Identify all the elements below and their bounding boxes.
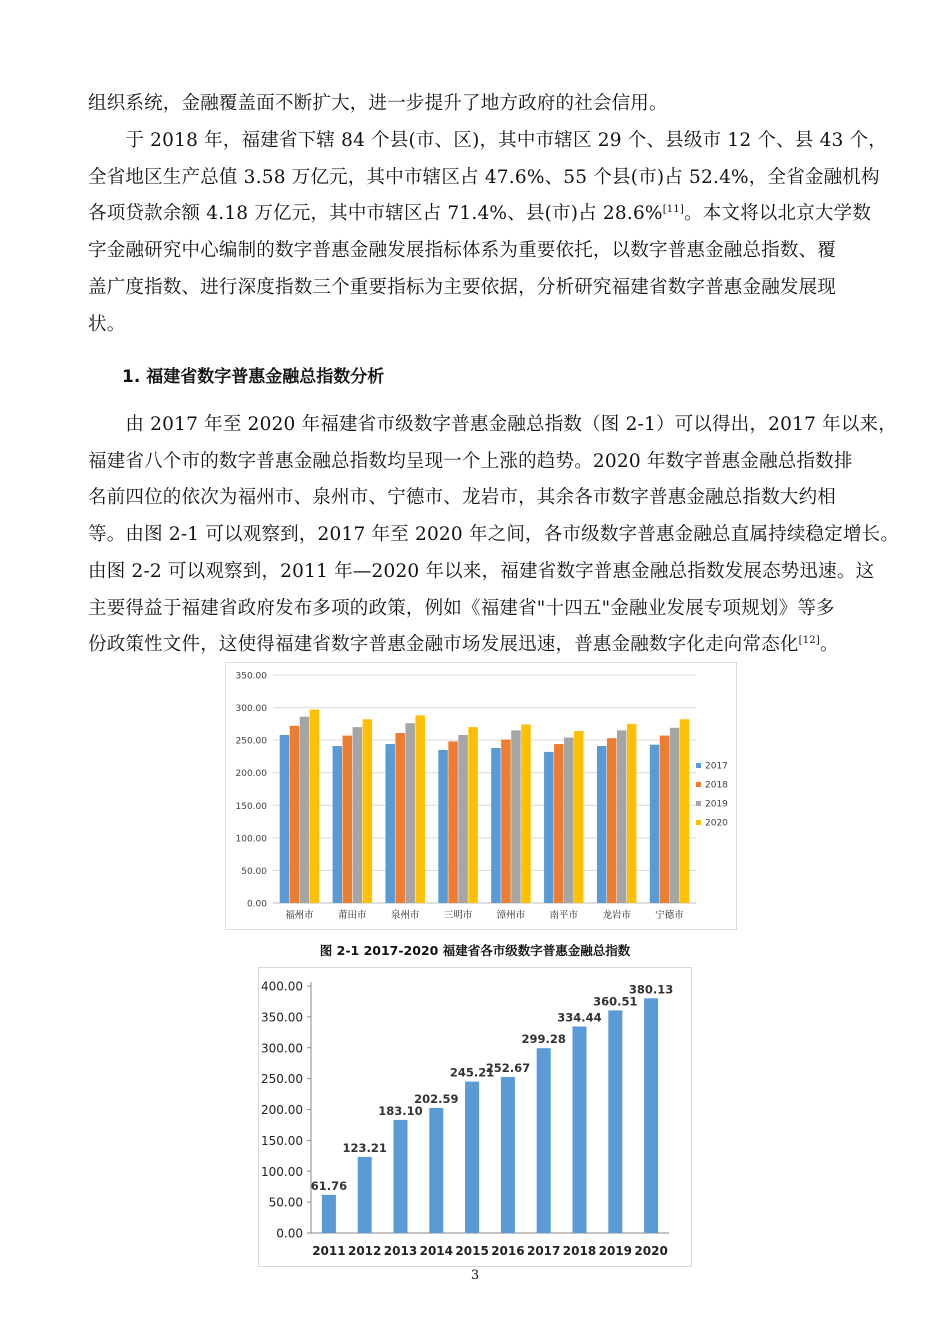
y-tick-label: 50.00 [241,866,267,877]
paragraph-line [88,196,878,233]
y-tick-label: 100.00 [261,1164,303,1179]
citation-ref: [12] [798,635,820,647]
bar-2019 [617,730,627,903]
paragraph-line: 名前四位的依次为福州市、泉州市、宁德市、龙岩市，其余各市数字普惠金融总指数大约相 [88,487,837,509]
x-tick-label: 龙岩市 [602,910,631,921]
y-tick-label: 300.00 [235,704,267,715]
x-tick-label: 2014 [419,1244,454,1258]
paragraph-fujian-overview [88,123,887,343]
bar-2018 [343,736,353,903]
data-label: 360.51 [593,994,638,1009]
x-tick-label: 泉州市 [390,910,420,921]
y-tick-label: 250.00 [235,736,267,747]
bar-2017 [333,746,343,903]
figure-2-2-chart [258,967,692,1267]
y-tick-label: 200.00 [261,1103,303,1117]
bar-2019 [405,723,415,903]
y-tick-label: 250.00 [261,1072,303,1087]
data-label: 252.67 [485,1060,531,1075]
x-tick-label: 2017 [526,1244,561,1258]
bar-chart [259,968,691,1266]
x-tick-label: 2013 [383,1244,418,1258]
bar-2018 [395,733,405,903]
y-tick-label: 350.00 [261,1010,303,1025]
data-label: 123.21 [342,1140,387,1155]
bar-2019 [511,730,521,903]
line-text: 份政策性文件，这使得福建省数字普惠金融市场发展迅速，普惠金融数字化走向常态化 [88,634,799,656]
bar-2018 [554,744,564,903]
x-tick-label: 2011 [312,1244,346,1258]
bar [358,1157,372,1233]
bar-2020 [363,719,373,903]
bar-2017 [280,735,290,903]
bar-2020 [680,719,690,903]
bar-2018 [448,741,458,903]
bar [394,1120,408,1233]
bar-2019 [458,735,468,903]
data-label: 299.28 [521,1032,566,1047]
y-tick-label: 100.00 [235,834,267,845]
data-label: 245.21 [449,1065,495,1080]
y-tick-label: 300.00 [261,1041,303,1056]
bar-2018 [501,739,511,903]
bar [573,1026,587,1233]
bar [429,1108,443,1233]
data-label: 61.76 [310,1178,348,1193]
x-tick-label: 2020 [634,1244,668,1258]
paragraph-line: 由 2017 年至 2020 年福建省市级数字普惠金融总指数（图 2-1）可以得出，2017 年以来， [88,414,897,435]
bar [501,1077,515,1233]
bar-2017 [438,750,448,903]
x-tick-label: 2019 [598,1244,633,1258]
paragraph-line: 于 2018 年，福建省下辖 84 个县(市、区)，其中市辖区 29 个、县级市 12 个、县 43 个， [88,130,887,151]
y-tick-label: 200.00 [235,769,267,780]
bar [537,1048,551,1233]
paragraph-line: 主要得益于福建省政府发布多项的政策，例如《福建省"十四五"金融业发展专项规划》等多 [88,597,835,619]
paragraph-intro-tail [88,86,878,123]
line-text-tail: 。本文将以北京大学数 [684,203,872,225]
paragraph-index-analysis [88,407,900,664]
bar-2020 [310,710,320,903]
data-label: 380.13 [628,982,674,997]
data-label: 183.10 [378,1103,423,1118]
legend-swatch [696,801,701,806]
x-tick-label: 2012 [347,1244,382,1258]
x-tick-label: 2015 [455,1244,489,1258]
bar-2017 [597,746,607,903]
legend-label: 2020 [705,818,728,829]
legend-swatch [696,820,701,825]
bar-2018 [290,726,300,903]
bar-2020 [468,727,478,903]
paragraph-line: 福建省八个市的数字普惠金融总指数均呈现一个上涨的趋势。2020 年数字普惠金融总指数排 [88,450,853,472]
x-tick-label: 三明市 [443,910,473,921]
y-tick-label: 150.00 [261,1133,303,1148]
legend-label: 2019 [705,799,728,810]
bar [644,998,658,1233]
bar-2019 [300,717,310,903]
legend-label: 2017 [705,761,728,772]
figure-2-1-chart [225,662,737,930]
figure-2-1-caption: 图 2-1 2017-2020 福建省各市级数字普惠金融总指数 [319,943,631,958]
paragraph-line: 全省地区生产总值 3.58 万亿元，其中市辖区占 47.6%、55 个县(市)占 52.4%，全省金融机构 [88,166,880,188]
bar [322,1195,336,1233]
y-tick-label: 50.00 [268,1195,303,1210]
bar-2020 [574,731,584,903]
paragraph-line [88,627,878,664]
bar-2020 [415,715,425,903]
legend-swatch [696,763,701,768]
line-text-tail: 。 [819,634,839,656]
paragraph-line: 状。 [88,313,126,335]
bar-2019 [564,738,574,903]
paragraph-line: 由图 2-2 可以观察到，2011 年—2020 年以来，福建省数字普惠金融总指数发展态势迅速。这 [88,560,875,582]
x-tick-label: 2018 [562,1244,597,1258]
x-tick-label: 漳州市 [496,910,526,921]
bar [608,1010,622,1233]
y-tick-label: 0.00 [276,1226,303,1241]
page-number: 3 [470,1268,480,1283]
bar [465,1082,479,1233]
y-tick-label: 350.00 [235,671,267,682]
citation-ref: [11] [662,204,685,216]
bar-2017 [491,748,501,903]
paragraph-line: 字金融研究中心编制的数字普惠金融发展指标体系为重要依托，以数字普惠金融总指数、覆 [88,240,837,262]
x-tick-label: 福州市 [285,910,314,921]
y-tick-label: 0.00 [246,899,267,910]
paragraph-line: 组织系统，金融覆盖面不断扩大，进一步提升了地方政府的社会信用。 [88,93,668,114]
bar-2019 [353,727,363,903]
paragraph-line: 盖广度指数、进行深度指数三个重要指标为主要依据，分析研究福建省数字普惠金融发展现 [88,276,837,298]
x-tick-label: 莆田市 [338,910,367,921]
bar-2020 [627,724,637,903]
x-tick-label: 2016 [491,1244,525,1258]
bar-2020 [521,725,531,903]
x-tick-label: 南平市 [549,910,579,921]
bar-2018 [660,736,670,903]
bar-2018 [607,738,617,903]
bar-2019 [670,728,680,903]
legend-label: 2018 [705,780,728,791]
data-label: 202.59 [414,1091,459,1106]
y-tick-label: 150.00 [235,801,267,812]
legend-swatch [696,782,701,787]
line-text: 各项贷款余额 4.18 万亿元，其中市辖区占 71.4%、县(市)占 28.6% [88,203,663,225]
bar-2017 [544,752,554,903]
section-heading: 1. 福建省数字普惠金融总指数分析 [122,367,385,387]
grouped-bar-chart [226,663,736,929]
y-tick-label: 400.00 [261,979,303,994]
bar-2017 [385,744,395,903]
x-tick-label: 宁德市 [655,910,684,921]
data-label: 334.44 [557,1010,602,1025]
bar-2017 [650,745,660,903]
paragraph-line: 等。由图 2-1 可以观察到，2017 年至 2020 年之间，各市级数字普惠金融总直属持续稳定增长。 [88,524,900,546]
